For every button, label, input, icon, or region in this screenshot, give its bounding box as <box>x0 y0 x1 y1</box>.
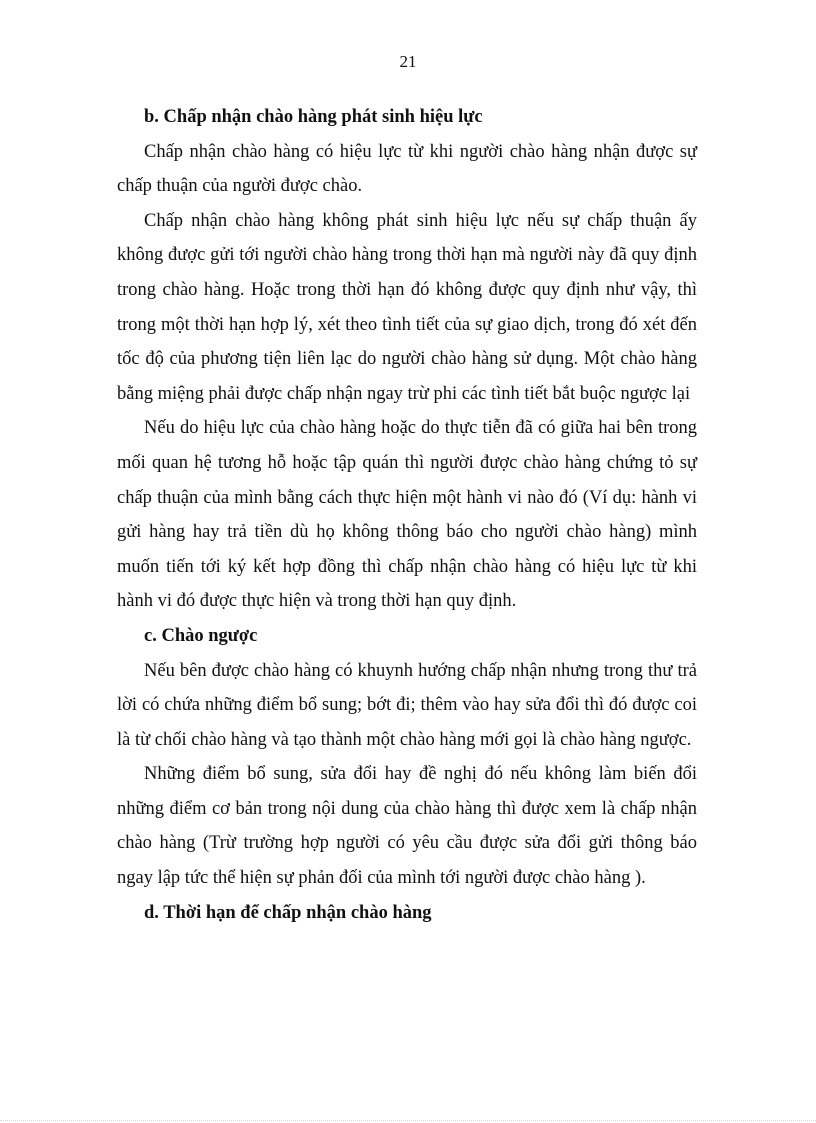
page-content <box>117 100 697 930</box>
paragraph: Nếu bên được chào hàng có khuynh hướng chấp nhận nhưng trong thư trả lời có chứa những điểm bổ sung; bớt đi; thêm vào hay sửa đổi thì đó được coi là từ chối chào hàng và tạo thành một chào hàng mới gọi là chào hàng ngược. <box>117 660 697 750</box>
section-heading-b: b. Chấp nhận chào hàng phát sinh hiệu lực <box>144 107 483 127</box>
paragraph: Chấp nhận chào hàng không phát sinh hiệu lực nếu sự chấp thuận ấy không được gửi tới người chào hàng trong thời hạn mà người này đã quy định trong chào hàng. Hoặc trong thời hạn đó không được quy định như vậy, thì trong một thời hạn hợp lý, xét theo tình tiết của sự giao dịch, trong đó xét đến tốc độ của phương tiện liên lạc do người chào hàng sử dụng. Một chào hàng bằng miệng phải được chấp nhận ngay trừ phi các tình tiết bắt buộc ngược lại <box>117 210 697 404</box>
section-heading-d: d. Thời hạn để chấp nhận chào hàng <box>144 902 432 923</box>
section-heading-c: c. Chào ngược <box>144 625 258 646</box>
paragraph: Những điểm bổ sung, sửa đổi hay đề nghị đó nếu không làm biến đổi những điểm cơ bản trong nội dung của chào hàng thì được xem là chấp nhận chào hàng (Trừ trường hợp người có yêu cầu được sửa đổi gửi thông báo ngay lập tức thể hiện sự phản đối của mình tới người được chào hàng ). <box>117 764 697 889</box>
paragraph: Chấp nhận chào hàng có hiệu lực từ khi người chào hàng nhận được sự chấp thuận của người được chào. <box>117 141 697 197</box>
paragraph: Nếu do hiệu lực của chào hàng hoặc do thực tiễn đã có giữa hai bên trong mối quan hệ tương hỗ hoặc tập quán thì người được chào hàng chứng tỏ sự chấp thuận của mình bằng cách thực hiện một hành vi nào đó (Ví dụ: hành vi gửi hàng hay trả tiền dù họ không thông báo cho người chào hàng) mình muốn tiến tới ký kết hợp đồng thì chấp nhận chào hàng có hiệu lực từ khi hành vi đó được thực hiện và trong thời hạn quy định. <box>117 418 697 612</box>
page-number: 21 <box>399 52 417 71</box>
page-bottom-divider <box>0 1120 816 1121</box>
